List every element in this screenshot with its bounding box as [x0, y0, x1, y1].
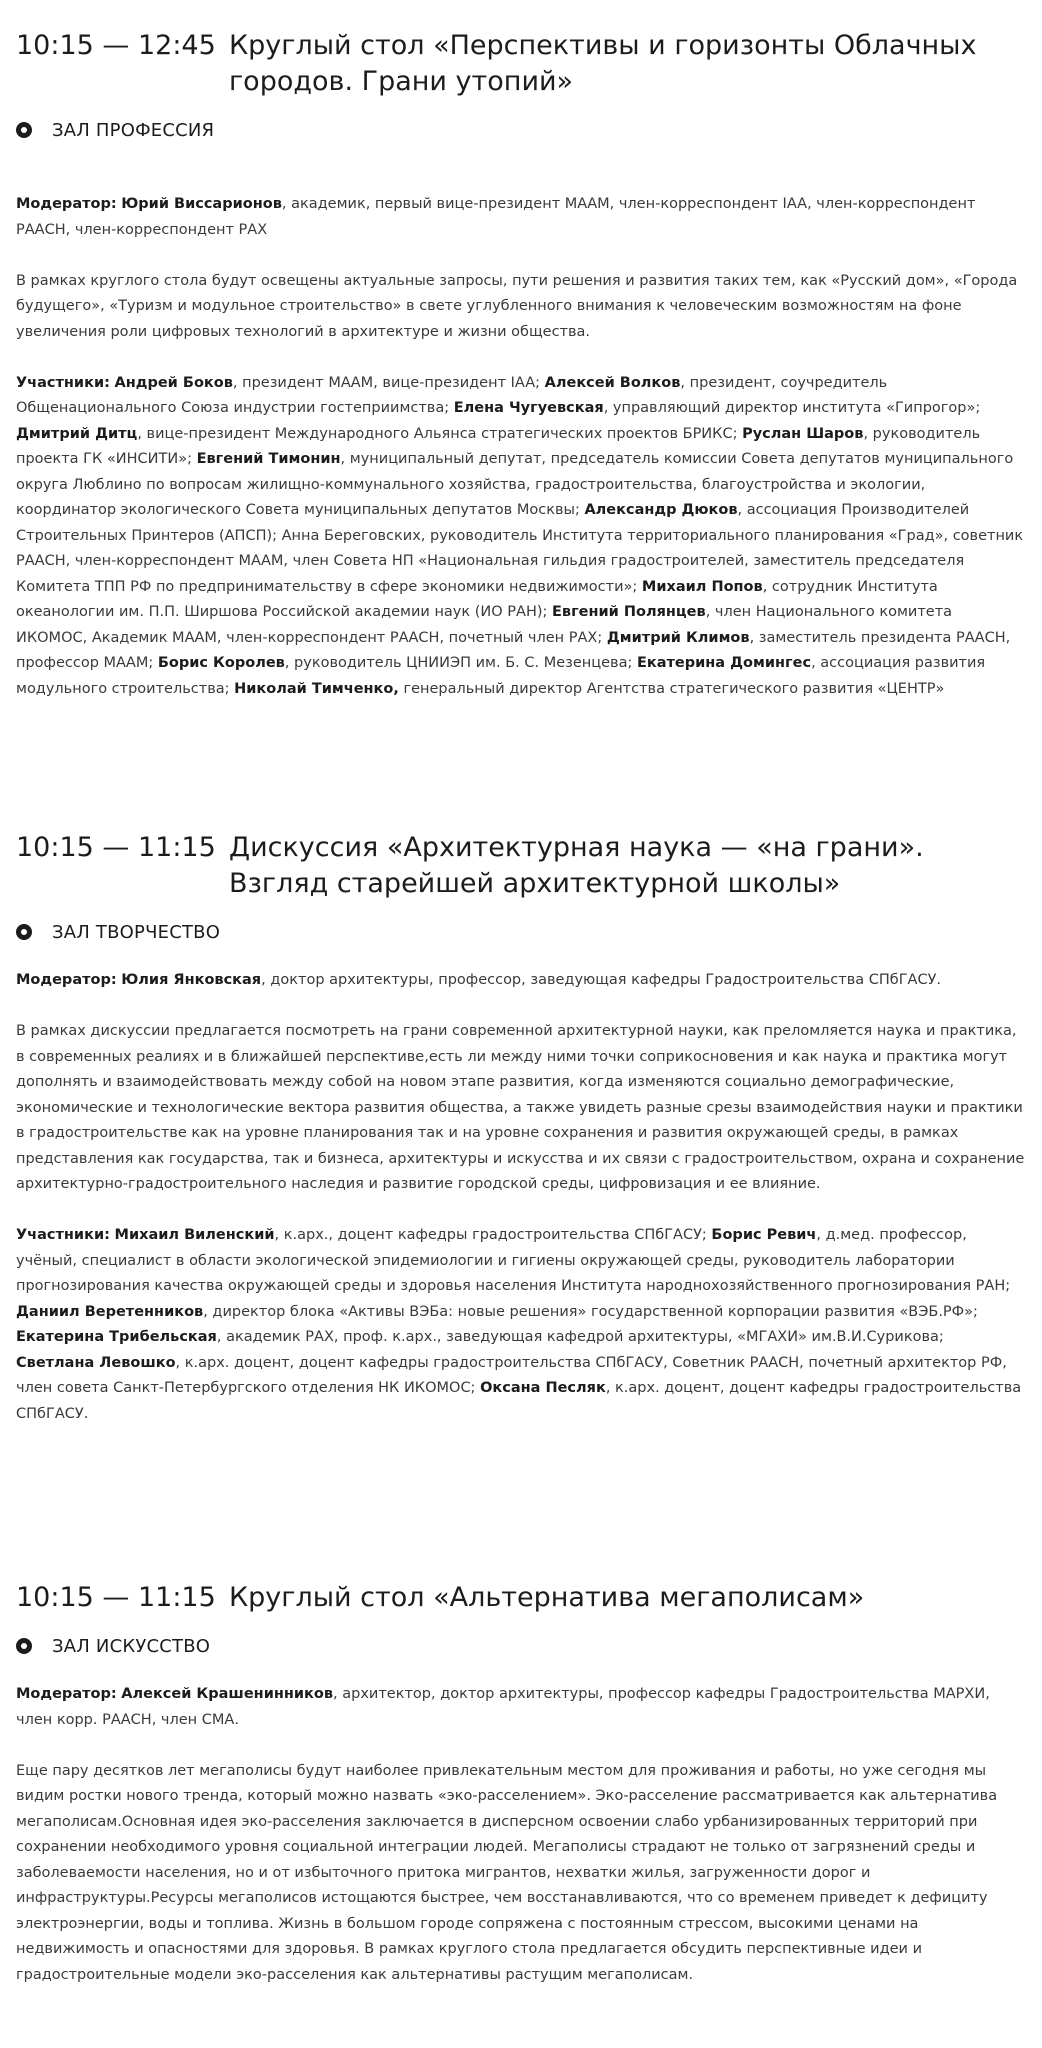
- event-header: [16, 830, 1026, 902]
- participant-name: Евгений Тимонин: [196, 451, 341, 467]
- participant-desc: , сотрудник Института океанологии им. П.П. Ширшова Российской академии наук (ИО РАН);: [16, 578, 938, 620]
- participant-name: Екатерина Трибельская: [16, 1329, 217, 1345]
- participant-desc: , к.арх., доцент кафедры градостроительства СПбГАСУ;: [274, 1227, 712, 1243]
- event-hall: [16, 920, 1026, 944]
- participant-desc: , управляющий директор института «Гипрогор»;: [603, 400, 981, 416]
- participant-desc: , президент МААМ, вице-президент IAA;: [232, 374, 545, 391]
- participants-line: [16, 371, 1026, 703]
- moderator-name: Алексей Крашенинников: [121, 1686, 334, 1702]
- hall-label: ЗАЛ ТВОРЧЕСТВО: [52, 921, 221, 943]
- participant-name: Михаил Попов: [641, 578, 763, 595]
- participant-desc: , ассоциация развития модульного строительства;: [16, 655, 986, 697]
- moderator-line: [16, 968, 1026, 994]
- event-hall: [16, 1634, 1026, 1658]
- event-time: 10:15 — 11:15: [16, 1582, 216, 1613]
- event-title: Дискуссия «Архитектурная наука — «на грани». Взгляд старейшей архитектурной школы»: [229, 832, 924, 899]
- participants-list: [16, 375, 1023, 697]
- participant-desc: , член Национального комитета ИКОМОС, Академик МААМ, член-корреспондент РААСН, почетный член РАХ;: [16, 604, 953, 646]
- participants-list: [16, 1227, 1021, 1422]
- location-dot-icon: [16, 924, 32, 940]
- participant-desc: , руководитель ЦНИИЭП им. Б. С. Мезенцева;: [284, 655, 637, 671]
- participant-name: Дмитрий Климов: [606, 629, 750, 646]
- participants-line: [16, 1223, 1026, 1427]
- event-description: В рамках круглого стола будут освещены актуальные запросы, пути решения и развития таких тем, как «Русский дом», «Города будущего», «Туризм и модульное строительство» в свете углубленного внимания к человеческим возможностям на фоне увеличения роли цифровых технологий в архитектуре и жизни общества.: [16, 272, 1018, 340]
- participant-name: Елена Чугуевская: [453, 400, 604, 416]
- participant-desc: , академик РАХ, проф. к.арх., заведующая кафедрой архитектуры, «МГАХИ» им.В.И.Сурикова;: [216, 1329, 944, 1345]
- hall-label: ЗАЛ ИСКУССТВО: [52, 1635, 211, 1657]
- event-header: [16, 1580, 1026, 1616]
- participant-desc: , ассоциация Производителей Строительных Принтеров (АПСП); Анна Береговских, руководитель Института территориального планирования «Град», советник РААСН, член-корреспондент МААМ, член Совета НП «Национальная гильдия градостроителей, заместитель председателя Комитета ТПП РФ по предпринимательству в сфере экономики недвижимости»;: [16, 502, 1024, 595]
- participant-name: Михаил Виленский: [114, 1227, 275, 1243]
- moderator-label: Модератор:: [16, 1686, 117, 1702]
- event-description: В рамках дискуссии предлагается посмотреть на грани современной архитектурной науки, как преломляется наука и практика, в современных реалиях и в ближайшей перспективе,есть ли между ними точки соприкосновения и как наука и практика могут дополнять и взаимодействовать между собой на новом этапе развития, когда изменяются социально демографические, экономические и технологические вектора развития общества, а также увидеть разные срезы взаимодействия науки и практики в градостроительстве как на уровне планирования так и на уровне сохранения и развития окружающей среды, в рамках представления как государства, так и бизнеса, архитектуры и искусства и их связи с градостроительством, охрана и сохранение архитектурно-градостроительного наследия и развитие городской среды, цифровизация и ее влияние.: [16, 1023, 1025, 1192]
- participant-desc: , директор блока «Активы ВЭБа: новые решения» государственной корпорации развития «ВЭБ.РФ»;: [203, 1303, 978, 1320]
- participant-name: Николай Тимченко,: [234, 680, 399, 697]
- event-block: [16, 28, 1026, 702]
- participant-desc: , к.арх. доцент, доцент кафедры градостроительства СПбГАСУ.: [16, 1380, 1022, 1422]
- participant-name: Оксана Песляк: [480, 1380, 606, 1396]
- event-block: [16, 1580, 1026, 1988]
- participant-name: Евгений Полянцев: [552, 604, 706, 620]
- moderator-line: [16, 1682, 1026, 1733]
- hall-label: ЗАЛ ПРОФЕССИЯ: [52, 119, 215, 141]
- moderator-name: Юлия Янковская: [121, 972, 262, 988]
- event-header: [16, 28, 1026, 100]
- participant-desc: , руководитель проекта ГК «ИНСИТИ»;: [16, 425, 981, 467]
- moderator-desc: , академик, первый вице-президент МААМ, член-корреспондент IAA, член-корреспондент РААСН, член-корреспондент РАХ: [16, 196, 976, 238]
- participant-name: Екатерина Домингес: [636, 655, 812, 671]
- participant-desc: , д.мед. профессор, учёный, специалист в области экологической эпидемиологии и гигиены окружающей среды, руководитель лаборатории прогнозирования качества окружающей среды и здоровья населения Института народнохозяйственного прогнозирования РАН;: [16, 1227, 1011, 1294]
- participant-name: Светлана Левошко: [16, 1354, 176, 1371]
- event-block: [16, 830, 1026, 1427]
- participant-name: Даниил Веретенников: [16, 1303, 204, 1320]
- participant-desc: , вице-президент Международного Альянса стратегических проектов БРИКС;: [137, 425, 743, 442]
- participant-name: Дмитрий Дитц: [16, 425, 138, 442]
- moderator-line: [16, 192, 1026, 243]
- participant-name: Алексей Волков: [544, 374, 681, 391]
- participant-desc: , муниципальный депутат, председатель комиссии Совета депутатов муниципального округа Люблино по вопросам жилищно-коммунального хозяйства, градостроительства, благоустройства и экологии, координатор экологического Совета муниципальных депутатов Москвы;: [16, 451, 1014, 518]
- moderator-desc: , доктор архитектуры, профессор, заведующая кафедры Градостроительства СПбГАСУ.: [261, 972, 942, 988]
- participant-name: Борис Ревич: [711, 1227, 817, 1243]
- event-hall: [16, 118, 1026, 142]
- participant-desc: , заместитель президента РААСН, профессор МААМ;: [16, 629, 1011, 671]
- event-title: Круглый стол «Альтернатива мегаполисам»: [229, 1582, 865, 1613]
- location-dot-icon: [16, 1638, 32, 1654]
- event-time: 10:15 — 12:45: [16, 30, 216, 61]
- event-description: Еще пару десятков лет мегаполисы будут наиболее привлекательным местом для проживания и работы, но уже сегодня мы видим ростки нового тренда, который можно назвать «эко-расселением». Эко-расселение рассматривается как альтернатива мегаполисам.Основная идея эко-расселения заключается в дисперсном освоении слабо урбанизированных территорий при сохранении необходимого уровня социальной интеграции людей. Мегаполисы страдают не только от загрязнений среды и заболеваемости населения, но и от избыточного притока мигрантов, нехватки жилья, загруженности дорог и инфраструктуры.Ресурсы мегаполисов истощаются быстрее, чем восстанавливаются, что со временем приведет к дефициту электроэнергии, воды и топлива. Жизнь в большом городе сопряжена с постоянным стрессом, высокими ценами на недвижимость и опасностями для здоровья. В рамках круглого стола предлагается обсудить перспективные идеи и градостроительные модели эко-расселения как альтернативы растущим мегаполисам.: [16, 1762, 998, 1983]
- participant-name: Руслан Шаров: [742, 425, 864, 442]
- participant-name: Александр Дюков: [584, 502, 738, 518]
- participants-label: Участники:: [16, 1227, 110, 1243]
- event-time: 10:15 — 11:15: [16, 832, 216, 863]
- participant-desc: , президент, соучредитель Общенационального Союза индустрии гостеприимства;: [16, 374, 888, 416]
- moderator-label: Модератор:: [16, 196, 117, 212]
- participant-name: Андрей Боков: [114, 374, 233, 391]
- location-dot-icon: [16, 122, 32, 138]
- participants-label: Участники:: [16, 374, 110, 391]
- moderator-desc: , архитектор, доктор архитектуры, профессор кафедры Градостроительства МАРХИ, член корр. РААСН, член СМА.: [16, 1686, 990, 1728]
- moderator-label: Модератор:: [16, 972, 117, 988]
- participant-name: Борис Королев: [157, 655, 285, 671]
- participant-desc: генеральный директор Агентства стратегического развития «ЦЕНТР»: [398, 680, 945, 697]
- participant-desc: , к.арх. доцент, доцент кафедры градостроительства СПбГАСУ, Советник РААСН, почетный архитектор РФ, член совета Санкт-Петербургского отделения НК ИКОМОС;: [16, 1354, 1007, 1396]
- moderator-name: Юрий Виссарионов: [121, 196, 282, 212]
- event-title: Круглый стол «Перспективы и горизонты Облачных городов. Грани утопий»: [229, 30, 977, 97]
